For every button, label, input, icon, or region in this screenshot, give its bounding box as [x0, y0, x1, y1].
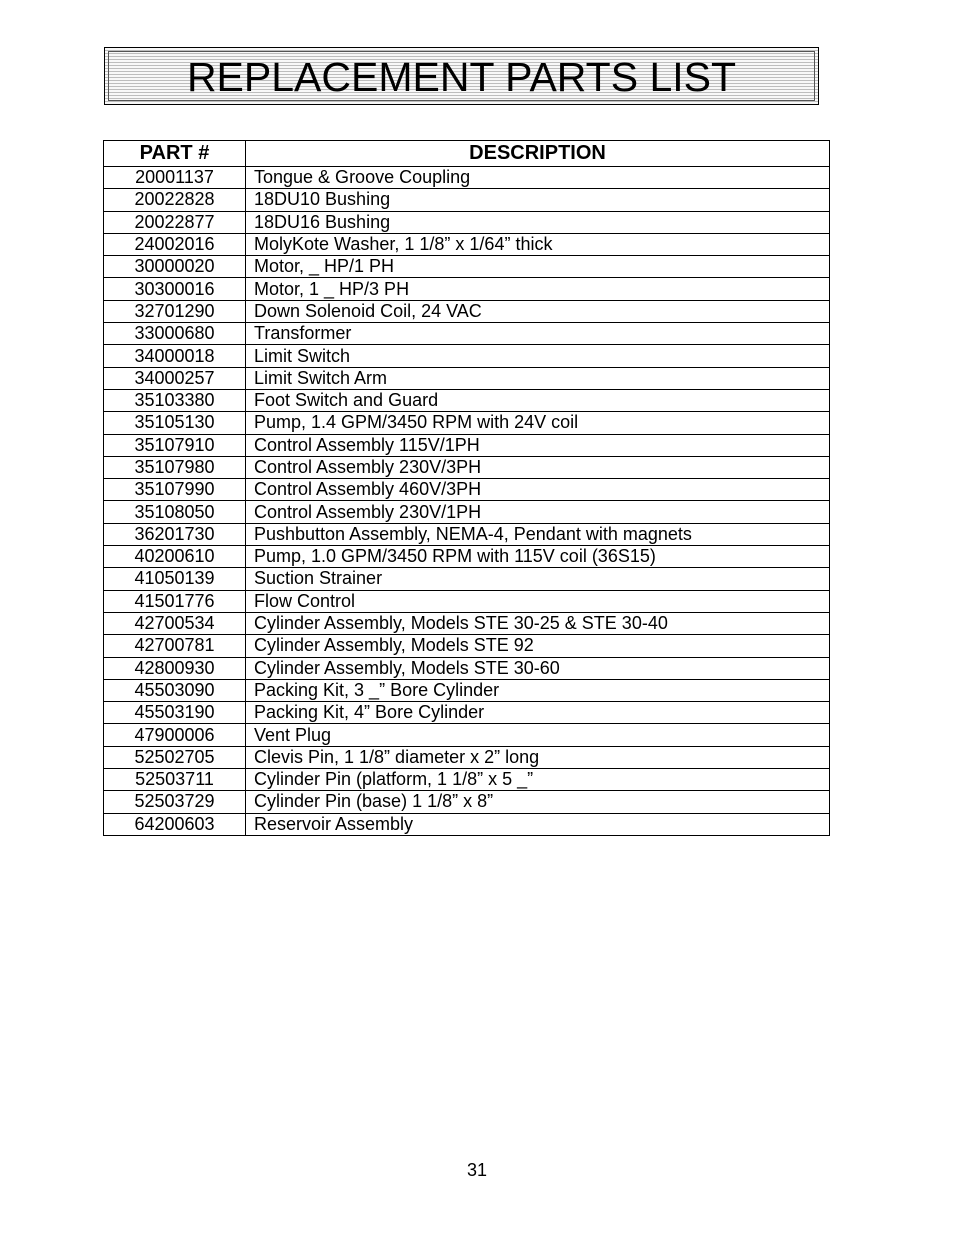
description-cell: Packing Kit, 3 _” Bore Cylinder: [246, 679, 830, 701]
table-row: [104, 679, 830, 701]
part-number-cell: 42700781: [104, 635, 246, 657]
table-row: [104, 189, 830, 211]
description-cell: Pushbutton Assembly, NEMA-4, Pendant with magnets: [246, 523, 830, 545]
description-cell: Down Solenoid Coil, 24 VAC: [246, 300, 830, 322]
table-row: [104, 635, 830, 657]
header-description: DESCRIPTION: [246, 141, 830, 167]
table-row: [104, 412, 830, 434]
table-row: [104, 702, 830, 724]
table-header-row: [104, 141, 830, 167]
table-row: [104, 546, 830, 568]
part-number-cell: 35107990: [104, 479, 246, 501]
title-banner: [104, 47, 819, 105]
description-cell: Clevis Pin, 1 1/8” diameter x 2” long: [246, 746, 830, 768]
table-row: [104, 724, 830, 746]
parts-table: [103, 140, 830, 836]
part-number-cell: 32701290: [104, 300, 246, 322]
part-number-cell: 34000257: [104, 367, 246, 389]
part-number-cell: 35105130: [104, 412, 246, 434]
header-part-number: PART #: [104, 141, 246, 167]
part-number-cell: 20001137: [104, 167, 246, 189]
part-number-cell: 41050139: [104, 568, 246, 590]
description-cell: Cylinder Pin (base) 1 1/8” x 8”: [246, 791, 830, 813]
table-row: [104, 501, 830, 523]
part-number-cell: 35107910: [104, 434, 246, 456]
description-cell: 18DU10 Bushing: [246, 189, 830, 211]
part-number-cell: 24002016: [104, 233, 246, 255]
part-number-cell: 35108050: [104, 501, 246, 523]
part-number-cell: 45503190: [104, 702, 246, 724]
part-number-cell: 42700534: [104, 612, 246, 634]
description-cell: Cylinder Pin (platform, 1 1/8” x 5 _”: [246, 769, 830, 791]
table-row: [104, 278, 830, 300]
table-row: [104, 434, 830, 456]
table-row: [104, 612, 830, 634]
part-number-cell: 30300016: [104, 278, 246, 300]
table-row: [104, 233, 830, 255]
table-row: [104, 568, 830, 590]
part-number-cell: 34000018: [104, 345, 246, 367]
table-row: [104, 657, 830, 679]
table-row: [104, 746, 830, 768]
description-cell: Cylinder Assembly, Models STE 30-60: [246, 657, 830, 679]
part-number-cell: 36201730: [104, 523, 246, 545]
description-cell: Vent Plug: [246, 724, 830, 746]
part-number-cell: 47900006: [104, 724, 246, 746]
table-row: [104, 345, 830, 367]
part-number-cell: 52503711: [104, 769, 246, 791]
part-number-cell: 35107980: [104, 456, 246, 478]
table-row: [104, 367, 830, 389]
page-number: 31: [466, 1160, 488, 1180]
table-row: [104, 389, 830, 411]
part-number-cell: 52503729: [104, 791, 246, 813]
table-row: [104, 456, 830, 478]
table-row: [104, 256, 830, 278]
description-cell: Transformer: [246, 323, 830, 345]
table-row: [104, 479, 830, 501]
part-number-cell: 45503090: [104, 679, 246, 701]
description-cell: Flow Control: [246, 590, 830, 612]
part-number-cell: 41501776: [104, 590, 246, 612]
description-cell: Tongue & Groove Coupling: [246, 167, 830, 189]
description-cell: Motor, 1 _ HP/3 PH: [246, 278, 830, 300]
page-title: REPLACEMENT PARTS LIST: [186, 54, 737, 100]
description-cell: Foot Switch and Guard: [246, 389, 830, 411]
description-cell: Pump, 1.4 GPM/3450 RPM with 24V coil: [246, 412, 830, 434]
description-cell: Packing Kit, 4” Bore Cylinder: [246, 702, 830, 724]
table-row: [104, 211, 830, 233]
table-row: [104, 791, 830, 813]
description-cell: Control Assembly 460V/3PH: [246, 479, 830, 501]
description-cell: Control Assembly 230V/1PH: [246, 501, 830, 523]
description-cell: 18DU16 Bushing: [246, 211, 830, 233]
description-cell: MolyKote Washer, 1 1/8” x 1/64” thick: [246, 233, 830, 255]
part-number-cell: 33000680: [104, 323, 246, 345]
part-number-cell: 40200610: [104, 546, 246, 568]
description-cell: Motor, _ HP/1 PH: [246, 256, 830, 278]
table-row: [104, 523, 830, 545]
table-row: [104, 590, 830, 612]
table-row: [104, 813, 830, 835]
part-number-cell: 20022877: [104, 211, 246, 233]
description-cell: Cylinder Assembly, Models STE 92: [246, 635, 830, 657]
part-number-cell: 64200603: [104, 813, 246, 835]
part-number-cell: 35103380: [104, 389, 246, 411]
description-cell: Limit Switch Arm: [246, 367, 830, 389]
parts-table-body: [104, 167, 830, 836]
part-number-cell: 42800930: [104, 657, 246, 679]
table-row: [104, 167, 830, 189]
table-row: [104, 323, 830, 345]
description-cell: Cylinder Assembly, Models STE 30-25 & STE 30-40: [246, 612, 830, 634]
description-cell: Control Assembly 230V/3PH: [246, 456, 830, 478]
table-row: [104, 769, 830, 791]
description-cell: Limit Switch: [246, 345, 830, 367]
description-cell: Reservoir Assembly: [246, 813, 830, 835]
part-number-cell: 20022828: [104, 189, 246, 211]
table-row: [104, 300, 830, 322]
part-number-cell: 52502705: [104, 746, 246, 768]
description-cell: Suction Strainer: [246, 568, 830, 590]
description-cell: Control Assembly 115V/1PH: [246, 434, 830, 456]
part-number-cell: 30000020: [104, 256, 246, 278]
description-cell: Pump, 1.0 GPM/3450 RPM with 115V coil (36S15): [246, 546, 830, 568]
